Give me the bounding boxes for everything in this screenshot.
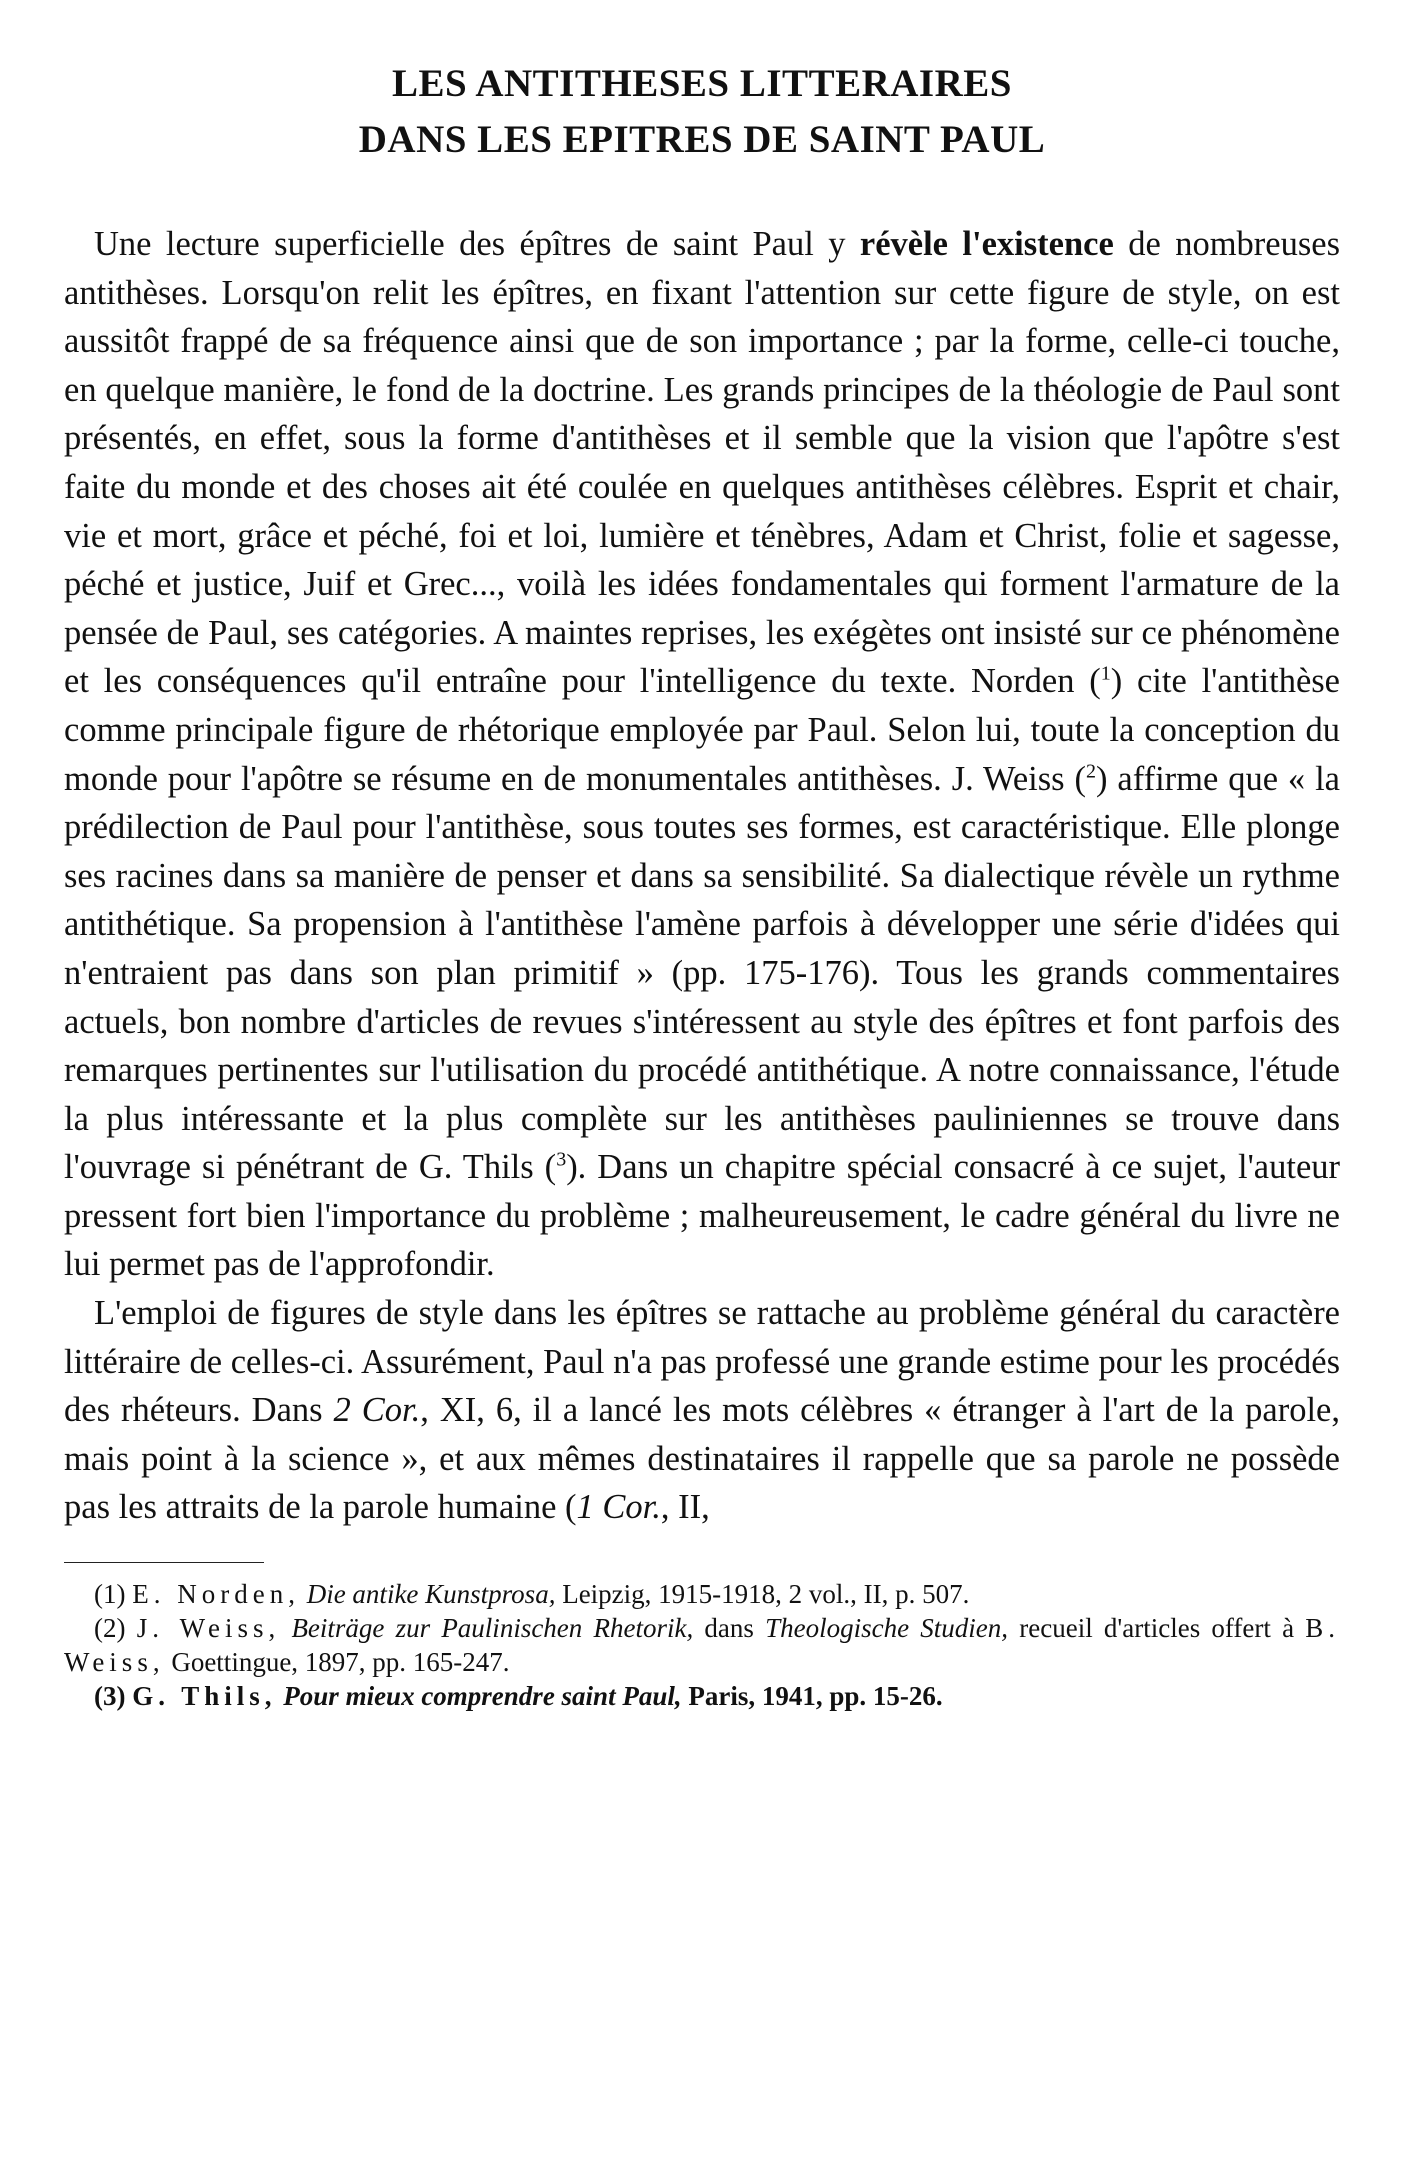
article-body <box>64 220 1340 1532</box>
scripture-reference: 2 Cor. <box>333 1391 421 1430</box>
title-line-1: LES ANTITHESES LITTERAIRES <box>392 62 1012 105</box>
paragraph-2-text: L'emploi de figures de style dans les épîtres se rattache au problème général du caractère littéraire de celles-ci. Assurément, Paul n'a pas professé une grande estime pour les procédés des rhéteurs. Dans <box>64 1294 1340 1430</box>
footnote-details: Paris, 1941, pp. 15-26. <box>688 1681 943 1712</box>
footnote-divider <box>64 1562 264 1563</box>
footnote-author: E. Norden, <box>132 1579 300 1610</box>
footnote-2 <box>64 1611 1340 1679</box>
footnote-number: (1) <box>94 1579 126 1610</box>
footnote-details: dans <box>704 1613 754 1644</box>
footnote-author: J. Weiss, <box>136 1613 281 1644</box>
paragraph-1-text: de nombreuses antithèses. Lorsqu'on relit les épîtres, en fixant l'attention sur cette figure de style, on est aussitôt frappé de sa fréquence ainsi que de son importance ; par la forme, celle-ci touche, en quelque manière, le fond de la doctrine. Les grands principes de la théologie de Paul sont présentés, en effet, sous la forme d'antithèses et il semble que la vision que l'apôtre s'est faite du monde et des choses ait été coulée en quelques antithèses célèbres. Esprit et chair, vie et mort, grâce et péché, foi et loi, lumière et ténèbres, Adam et Christ, folie et sagesse, péché et justice, Juif et Grec..., voilà les idées fondamentales qui forment l'armature de la pensée de Paul, ses catégories. A maintes reprises, les exégètes ont insisté sur ce phénomène et les conséquences qu'il entraîne pour l'intelligence du texte. Norden ( <box>64 225 1340 701</box>
footnote-work-title: Die antike Kunstprosa, <box>306 1579 556 1610</box>
footnote-details: recueil d'articles offert à <box>1019 1613 1295 1644</box>
footnote-work-title: Theologische Studien, <box>765 1613 1009 1644</box>
paragraph-1 <box>64 220 1340 1289</box>
footnote-details: Leipzig, 1915-1918, 2 vol., II, p. 507. <box>562 1579 970 1610</box>
title-line-2: DANS LES EPITRES DE SAINT PAUL <box>358 118 1046 161</box>
footnote-number: (3) <box>94 1681 126 1712</box>
footnotes <box>64 1577 1340 1713</box>
document-page <box>64 56 1340 1713</box>
footnote-1 <box>64 1577 1340 1611</box>
paragraph-1-text: ) cite l'antithèse comme principale figure de rhétorique employée par Paul. Selon lui, toute la conception du monde pour l'apôtre se résume en de monumentales antithèses. J. Weiss ( <box>64 662 1340 798</box>
paragraph-1-text: ) affirme que « la prédilection de Paul pour l'antithèse, sous toutes ses formes, est caractéristique. Elle plonge ses racines dans sa manière de penser et dans sa sensibilité. Sa dialectique révèle un rythme antithétique. Sa propension à l'antithèse l'amène parfois à développer une série d'idées qui n'entraient pas dans son plan primitif » (pp. 175-176). Tous les grands commentaires actuels, bon nombre d'articles de revues s'intéressent au style des épîtres et font parfois des remarques pertinentes sur l'utilisation du procédé antithétique. A notre connaissance, l'étude la plus intéressante et la plus complète sur les antithèses pauliniennes se trouve dans l'ouvrage si pénétrant de G. Thils ( <box>64 759 1340 1187</box>
footnote-ref-1[interactable]: 1 <box>1100 662 1111 685</box>
paragraph-2 <box>64 1289 1340 1532</box>
footnote-details: Goettingue, 1897, pp. 165-247. <box>171 1647 510 1678</box>
footnote-author: G. Thils, <box>132 1681 277 1712</box>
footnote-ref-3[interactable]: 3 <box>556 1148 567 1171</box>
footnote-author: B. Weiss, <box>64 1613 1341 1678</box>
paragraph-1-text: Une lecture superficielle des épîtres de saint Paul y <box>94 225 860 263</box>
footnote-ref-2[interactable]: 2 <box>1086 760 1096 783</box>
paragraph-1-text: ). Dans un chapitre spécial consacré à ce sujet, l'auteur pressent fort bien l'importance du problème ; malheureusement, le cadre général du livre ne lui permet pas de l'approfondir. <box>64 1148 1340 1284</box>
paragraph-1-bold-text: révèle l'existence <box>859 225 1114 263</box>
footnote-work-title: Pour mieux comprendre saint Paul, <box>283 1681 682 1712</box>
paragraph-2-text: , II, <box>660 1488 710 1527</box>
footnote-work-title: Beiträge zur Paulinischen Rhetorik, <box>291 1613 694 1644</box>
footnote-number: (2) <box>94 1613 126 1644</box>
footnote-3 <box>64 1679 1340 1713</box>
article-title <box>64 56 1340 168</box>
scripture-reference: 1 Cor. <box>576 1488 661 1527</box>
paragraph-2-text: , XI, 6, il a lancé les mots célèbres « étranger à l'art de la parole, mais point à la science », et aux mêmes destinataires il rappelle que sa parole ne possède pas les attraits de la parole humaine ( <box>64 1391 1340 1527</box>
